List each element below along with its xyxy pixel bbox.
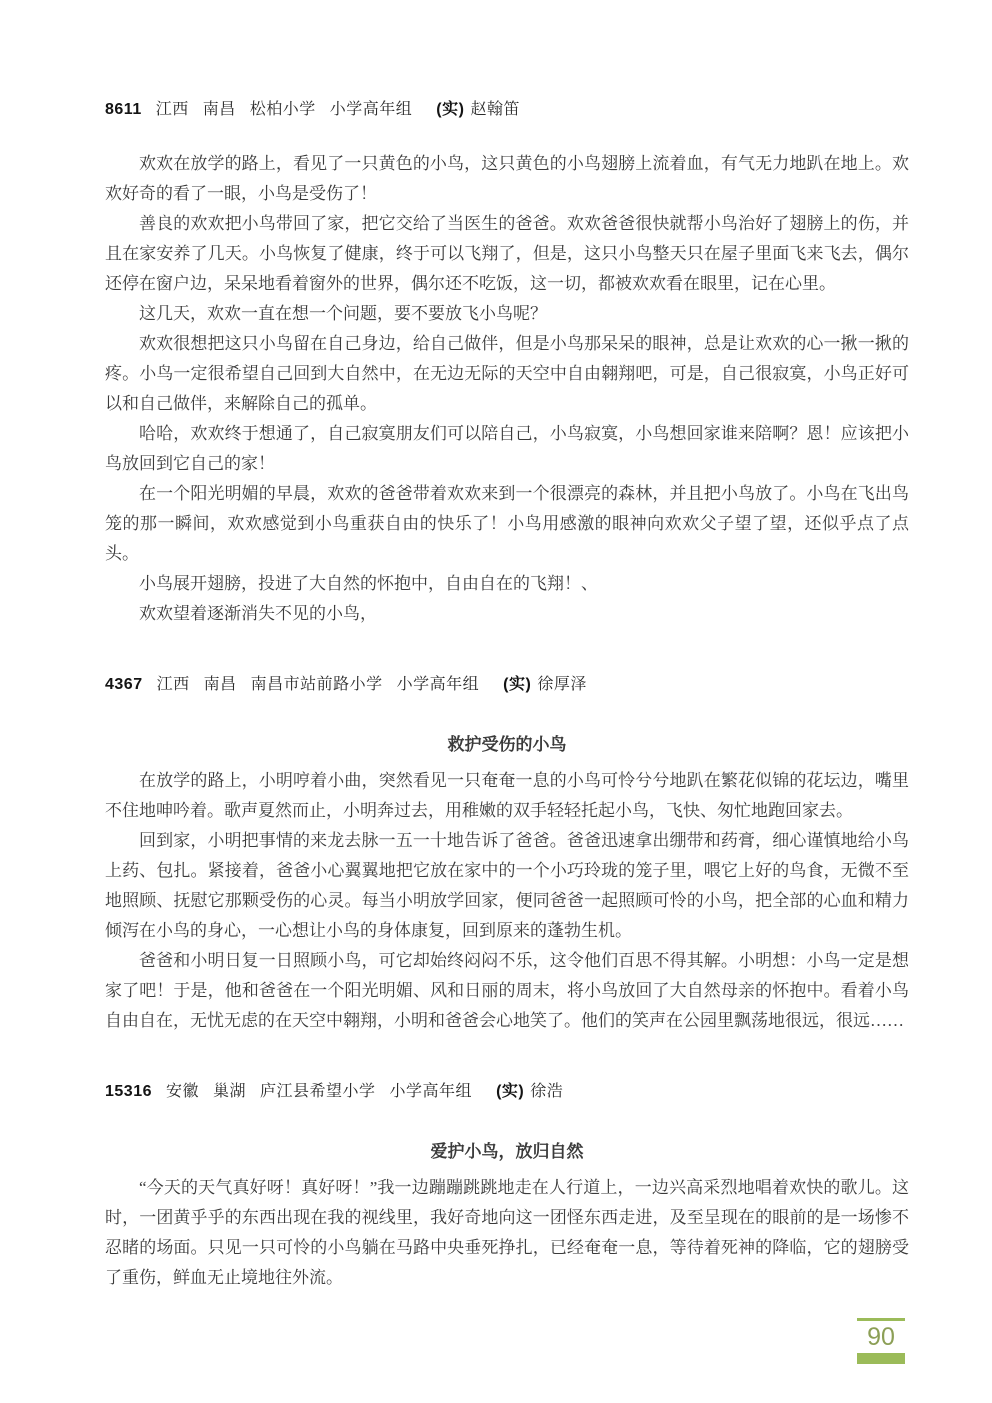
entry-id: 15316 <box>105 1083 152 1100</box>
essay-paragraph: “今天的天气真好呀！真好呀！”我一边蹦蹦跳跳地走在人行道上，一边兴高采烈地唱着欢快的歌儿。这时，一团黄乎乎的东西出现在我的视线里，我好奇地向这一团怪东西走进，及至呈现在的眼前的是一场惨不忍睹的场面。只见一只可怜的小鸟躺在马路中央垂死挣扎，已经奄奄一息，等待着死神的降临，它的翅膀受了重伤，鲜血无止境地往外流。 <box>105 1178 909 1287</box>
page-number-bottom-bar <box>857 1353 905 1364</box>
entry-province: 江西 <box>155 101 189 118</box>
essay-title: 爱护小鸟，放归自然 <box>430 1142 584 1161</box>
entry-city: 巢湖 <box>213 1083 247 1100</box>
entry-author: 徐厚泽 <box>537 676 587 693</box>
entry-school: 南昌市站前路小学 <box>250 676 383 693</box>
document-page <box>105 96 909 1335</box>
entry-city: 南昌 <box>203 676 237 693</box>
entry-header <box>105 96 909 119</box>
essay-entry-2 <box>105 671 909 1036</box>
entry-tag: (实) <box>436 101 465 118</box>
essay-paragraph: 欢欢很想把这只小鸟留在自己身边，给自己做伴，但是小鸟那呆呆的眼神，总是让欢欢的心一揪一揪的疼。小鸟一定很希望自己回到大自然中，在无边无际的天空中自由翱翔吧，可是，自己很寂寞，小鸟正好可以和自己做伴，来解除自己的孤单。 <box>105 334 909 413</box>
entry-tag: (实) <box>503 676 532 693</box>
essay-paragraph: 善良的欢欢把小鸟带回了家，把它交给了当医生的爸爸。欢欢爸爸很快就帮小鸟治好了翅膀上的伤，并且在家安养了几天。小鸟恢复了健康，终于可以飞翔了，但是，这只小鸟整天只在屋子里面飞来飞去，偶尔还停在窗户边，呆呆地看着窗外的世界，偶尔还不吃饭，这一切，都被欢欢看在眼里，记在心里。 <box>105 214 909 293</box>
entry-province: 安徽 <box>166 1083 200 1100</box>
entry-tag: (实) <box>496 1083 525 1100</box>
entry-group: 小学高年组 <box>396 676 480 693</box>
essay-paragraph: 哈哈，欢欢终于想通了，自己寂寞朋友们可以陪自己，小鸟寂寞，小鸟想回家谁来陪啊？恩！应该把小鸟放回到它自己的家！ <box>105 424 909 473</box>
entry-id: 8611 <box>105 101 142 118</box>
entry-school: 松柏小学 <box>249 101 316 118</box>
essay-paragraph: 在一个阳光明媚的早晨，欢欢的爸爸带着欢欢来到一个很漂亮的森林，并且把小鸟放了。小鸟在飞出鸟笼的那一瞬间，欢欢感觉到小鸟重获自由的快乐了！小鸟用感激的眼神向欢欢父子望了望，还似乎点了点头。 <box>105 484 909 563</box>
essay-paragraph: 欢欢望着逐渐消失不见的小鸟， <box>139 604 377 623</box>
essay-entry-3 <box>105 1078 909 1293</box>
entry-header <box>105 671 909 694</box>
entry-province: 江西 <box>156 676 190 693</box>
essay-entry-1 <box>105 96 909 629</box>
page-number: 90 <box>867 1323 895 1351</box>
entry-school: 庐江县希望小学 <box>260 1083 376 1100</box>
entry-city: 南昌 <box>202 101 236 118</box>
entry-header <box>105 1078 909 1101</box>
essay-paragraph: 回到家，小明把事情的来龙去脉一五一十地告诉了爸爸。爸爸迅速拿出绷带和药膏，细心谨慎地给小鸟上药、包扎。紧接着，爸爸小心翼翼地把它放在家中的一个小巧玲珑的笼子里，喂它上好的鸟食，无微不至地照顾、抚慰它那颗受伤的心灵。每当小明放学回家，便同爸爸一起照顾可怜的小鸟，把全部的心血和精力倾泻在小鸟的身心，一心想让小鸟的身体康复，回到原来的蓬勃生机。 <box>105 831 909 940</box>
essay-paragraph: 爸爸和小明日复一日照顾小鸟，可它却始终闷闷不乐，这令他们百思不得其解。小明想：小鸟一定是想家了吧！于是，他和爸爸在一个阳光明媚、风和日丽的周末，将小鸟放回了大自然母亲的怀抱中。看着小鸟自由自在，无忧无虑的在天空中翱翔，小明和爸爸会心地笑了。他们的笑声在公园里飘荡地很远，很远…… <box>105 951 909 1030</box>
entry-id: 4367 <box>105 676 143 693</box>
essay-paragraph: 这几天，欢欢一直在想一个问题，要不要放飞小鸟呢？ <box>139 304 547 323</box>
entry-author: 徐浩 <box>530 1083 564 1100</box>
entry-author: 赵翰笛 <box>470 101 520 118</box>
essay-paragraph: 在放学的路上，小明哼着小曲，突然看见一只奄奄一息的小鸟可怜兮兮地趴在繁花似锦的花坛边，嘴里不住地呻吟着。歌声夏然而止，小明奔过去，用稚嫩的双手轻轻托起小鸟，飞快、匆忙地跑回家去。 <box>105 771 909 820</box>
entry-group: 小学高年组 <box>329 101 413 118</box>
essay-paragraph: 欢欢在放学的路上，看见了一只黄色的小鸟，这只黄色的小鸟翅膀上流着血，有气无力地趴在地上。欢欢好奇的看了一眼，小鸟是受伤了！ <box>105 154 909 203</box>
page-footer <box>857 1318 905 1364</box>
essay-title: 救护受伤的小鸟 <box>447 735 567 754</box>
essay-paragraph: 小鸟展开翅膀，投进了大自然的怀抱中，自由自在的飞翔！、 <box>139 574 598 593</box>
entry-group: 小学高年组 <box>389 1083 473 1100</box>
